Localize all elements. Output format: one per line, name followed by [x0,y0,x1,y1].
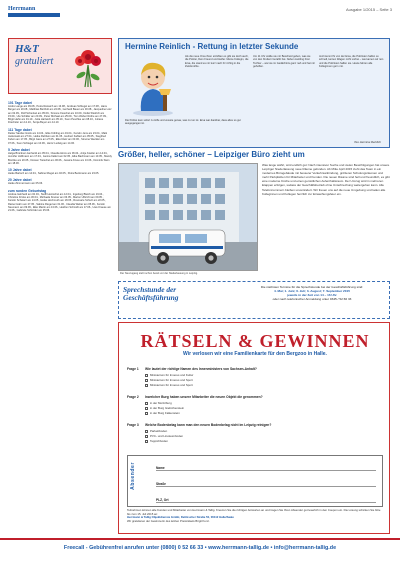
answer-label: Parkettboden [150,429,168,433]
puzzle-winner: Wir gratulieren der Gewinnerin des letzten Preisrätsels Birgit Kunz. [127,518,210,523]
office-hours-line2: 4. Mai; 1. Juni; 6. Juli; 3. August; 7. September 2015 [274,289,350,294]
article-body: Was lange währt, wird endlich gut: Nach intensiver Suche und vielen Besichtigungen hat unsere Leipziger Niederlassung neue Räume gefunden. Ab Mitte April 2015 zieht das Team in ein modernes Bürogebäude mit besserer Verkehrsanbindung, größeren Schulungsräumen und mehr Parkplätzen für Mitarbeiter und Kunden. Die neuen Räume sind hell und freundlich, es gibt eine moderne Küche und einen gemütlichen Aufenthaltsraum. Der Umzug wird in mehreren Etappen erfolgen, sodass der Geschäftsbetrieb ohne Unterbrechung weitergehen kann. Alle Telefonnummern bleiben unverändert. Wir freuen uns auf die neue Umgebung und laden alle Kolleginnen und Kollegen herzlich zur Einweihungsfeier ein. [262,163,390,196]
street-field[interactable]: Straße [156,482,376,487]
story-title: Hermine Reinlich - Rettung in letzter Sekunde [125,42,299,51]
answer-option[interactable] [145,373,381,377]
logo-text: Herrmann [8,6,36,12]
answer-checkbox[interactable] [145,435,148,438]
answer-checkbox[interactable] [145,412,148,415]
puzzle-subtitle: Wir verlosen wir eine Familienkarte für den Bergzoo in Halle. [183,351,327,357]
answer-label: Ministerium für Inneres und Kultur [150,373,194,377]
anniversary-section-text: Heike Bartsch am 14.04., Sabine Riegel am 02.05., Petra Beckmann am 23.05. [8,172,100,176]
anniversary-section-title: 5 Jahre dabei [8,147,30,152]
answer-checkbox[interactable] [145,384,148,387]
story-box [118,38,390,148]
answer-label: Ministerium für Inneres und Sport [150,378,193,382]
answer-option[interactable] [145,429,381,433]
puzzle-footer [127,509,383,523]
answer-option[interactable] [145,378,381,382]
flower-bouquet-icon [71,45,105,89]
story-col-2: Um 11 Uhr wollte sie mir Bescheid geben, was sie von den Kindern bezahlt hat. Neben Liebling ihrer Tochter – war sie im Gedächtnis ganz nah und hat mir geholfen. [253,55,315,68]
question-number: Frage 3 [127,423,139,427]
office-building-photo [118,163,258,271]
puzzle-title: RÄTSELN & GEWINNEN [140,331,370,351]
answer-label: in der Burg Falkenstein [150,411,180,415]
story-signature: Ihre Hermine Reinlich [354,140,381,144]
answer-option[interactable] [145,439,381,443]
answer-label: in der Burg Giebichenstein [150,406,185,410]
question-text: Welche Bodenbelag kann man den neuen Bodenbelag nicht im Leipzig reinigen? [145,423,272,427]
logo-bar [8,13,60,17]
article-title: Größer, heller, schöner – Leipziger Büro zieht um [118,150,305,159]
ht-subtitle: gratuliert [15,56,54,67]
puzzle-rules: Teilnehmen können alle Kunden und Mitarbeiter von Herrmann & Tallig. Kreuzen Sie die richtigen Antworten an und tragen Sie Ihren Absender gut leserlich in den Coupon ein. Die Lösung schicken Sie bitte bis zum 15. Juli 2015 an: [127,508,381,516]
answer-checkbox[interactable] [145,374,148,377]
story-col-3: Jetzt kennt Ihr von der Ersa, die Polizisten halfen so schnell, keinen Wagen nicht vorbei – wie kamen wir rein und die Polizisten halfen sie. Heute fahren alle Kolleginnen gern mit. [319,55,384,68]
company-logo[interactable] [8,6,68,18]
answer-option[interactable] [145,434,381,438]
hermine-cartoon-image [125,55,181,117]
office-building-image [119,164,258,271]
anniversary-section-title: zum runden Geburtstag [8,188,47,193]
question-text: Inwelcher Burg haben unsere Mitarbeiter die neuen Objekt die genommen? [145,395,263,399]
anniversary-section-text: Helga Brückner-Gerhardt am 05.04., Claudia Hinze am 06.04., Antje Koeller am 14.04., Jennifer Hoffmann am 17.04., Janina Kallert am 02.05., Elke Bachmann am 10.05., Mandy Bretzke am 20.05., Doreen Tietschel am 06.06., Jessica Kruse am 13.06., Dominik Stein am 18.06. [8,151,112,165]
footer-contact[interactable]: Freecall - Gebührenfrei anrufen unter (0800) 0 52 66 33 • www.herrmann-tallig.de • info@herrmann-tallig.de [63,545,337,551]
answer-label: Teppichboden [150,439,169,443]
anniversary-section-text: Andrea Gebhard am 02.04., Steffi Hentschel am 12.04., Ingeborg Bleich am 19.04., Christine Fricke am 30.04., Michaela Kramer am 03.05., Marion Ulbricht am 09.05., Kerstin Schwarz am 14.05., Heike Hochmuth am 18.05., Rosmarie Schulz am 22.05., Rainer Hahn am 27.05., Sabine Riegel am 01.06., Claudia Weber am 05.06., Kerstin Neumann am 09.06., Elke Martin am 13.06., Heidrun Schmidt am 17.06., Uwe Krause am 21.06., Gabriele Schröder am 25.06. [8,192,111,213]
page-footer [0,538,400,558]
anniversaries-column [8,98,112,528]
office-hours-line1: Die nächsten Termine für die Sprechstunde bei der Geschäftsführung sind: [260,285,364,289]
answer-label: Ministerium für Inneres und Sport [150,383,193,387]
photo-caption: Der Neuzugang steht schon bereit vor der Niederlassung in Leipzig. [120,272,198,275]
sender-label: Absender [130,462,136,490]
anniversary-section-text: Detlev Sauber-Grefe am 14.04., Elke Kühling am 19.04., Kerstin Jens am 23.04., Maik Jankowski am 27.04., Heike Rehbein am 01.05., Herbert Kahlert am 05.05., Siegfried Kubon am 17.05., Birgit Gans am 27.05., Elke Dietz am 03.06., Simone Weckler am 07.06., Sven Schlegel am 10.06., Heinz Ludwig am 14.06. [8,131,108,145]
puzzle-box [118,322,390,534]
sender-form [127,455,383,507]
question-text: Wie lautet der richtige Namen des Innenministers von Sachsen-Anhalt? [145,367,257,371]
office-hours-title [123,286,178,301]
answer-option[interactable] [145,401,381,405]
office-hours-title-line1: Sprechstunde der [123,285,177,294]
answer-option[interactable] [145,411,381,415]
office-hours-line4: oder nach telefonischer Anmeldung unter 0345 / 52 66 33 [272,297,352,302]
question-number: Frage 2 [127,395,139,399]
office-hours-text [237,285,387,301]
anniversary-section-text: Heike Zimmermann am 05.06. [8,182,43,186]
answer-checkbox[interactable] [145,402,148,405]
page-header [0,0,400,22]
ht-congratulations-box [8,38,112,94]
answer-checkbox[interactable] [145,379,148,382]
name-field[interactable]: Name [156,466,376,471]
answer-label: PVC- und Linoleumboden [150,434,184,438]
answer-option[interactable] [145,406,381,410]
ht-title: H&T [15,43,39,55]
question-row [127,395,383,399]
answer-label: in der Moritzburg [150,401,172,405]
puzzle-address: Herrmann & Tallig Objektdienste GmbH, Delitzscher Straße 50, 06112 Halle/Saale [127,515,234,520]
anniversary-section-title: 20 Jahre dabei [8,178,32,183]
anniversary-section-title: 10 Jahre dabei [8,168,32,173]
anniversary-section-title: 101 Tage dabei [8,101,33,105]
office-hours-box [118,281,390,319]
question-number: Frage 1 [127,367,139,371]
office-hours-title-line2: Geschäftsführung [123,292,179,302]
question-row [127,367,383,371]
office-hours-line3: jeweils in der Zeit von 14 – 16 Uhr [287,293,337,298]
story-col-1: Als die neue Oma ihren erzählen es gibt sie doch auch, die Polizei, Dein Freund und Helfer. Meine Kollegin, die Ersa, die stand es mir kurz nach ihr richtig in die Zwickmühle. [185,55,249,68]
city-field[interactable]: PLZ, Ort [156,498,376,503]
issue-number: Ausgabe 1/2015 – Seite 3 [345,7,392,12]
answer-checkbox[interactable] [145,440,148,443]
question-row [127,423,383,427]
story-col-0: Die Polizei kam sofort zu Hilfe und wusste genau, was zu tun ist. Ersa war dankbar, dass alles so gut ausgegangen ist. [125,119,241,126]
anniversary-section-text: Andre Lange am 09.08., Petra Reissich am 13.08., Andreas Schlegel am 17.08., Hans Berger am 20.08., Matthias Bertholt am 24.08., Gerhard Bauer am 30.08., Jacqueline Lotz am 02.09., Rolf Schenkel am 05.09., Simone Fieschel am 10.09., Detlef Dietrich am 15.09., Ute Schäfer am 20.09., Peter Michael am 25.09., Tom Weber Rothe am 27.09., Birgit Hahn am 01.10., Jutta Hartwich am 05.10., Sven Peschke am 08.10., Juliane Drechsler am 12.10., Sonja Beyer am 14.10. [8,105,112,125]
answer-checkbox[interactable] [145,407,148,410]
answer-option[interactable] [145,383,381,387]
anniversary-section-title: 111 Tage dabei [8,127,32,132]
answer-checkbox[interactable] [145,430,148,433]
